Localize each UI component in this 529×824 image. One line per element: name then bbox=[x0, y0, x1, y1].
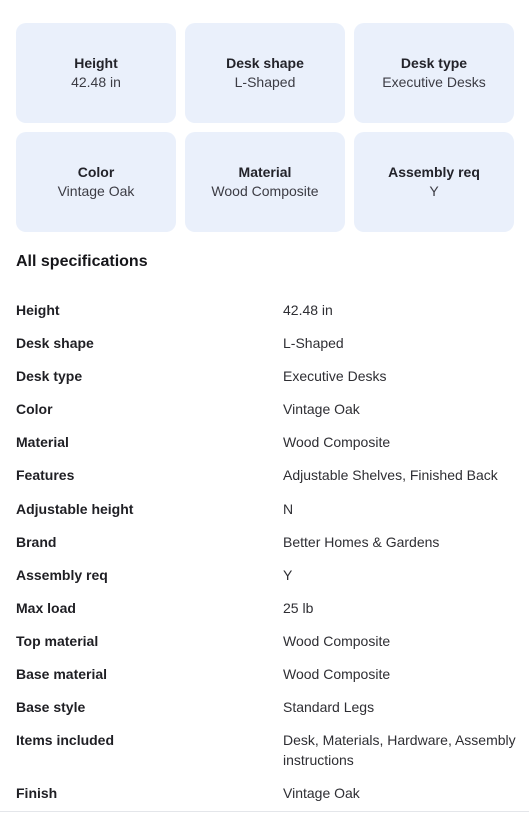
spec-row-adjustable-height bbox=[16, 500, 516, 520]
spec-label: Base style bbox=[16, 699, 86, 716]
highlight-card-material bbox=[185, 132, 345, 232]
spec-row-desk-shape bbox=[16, 334, 516, 354]
highlight-value: Wood Composite bbox=[211, 183, 319, 199]
highlight-card-assembly-req bbox=[354, 132, 514, 232]
spec-value: L-Shaped bbox=[283, 335, 344, 352]
spec-value: Executive Desks bbox=[283, 368, 387, 385]
spec-row-top-material bbox=[16, 632, 516, 652]
spec-value: 42.48 in bbox=[283, 302, 333, 318]
spec-label: Assembly req bbox=[16, 566, 108, 583]
spec-label: Height bbox=[16, 302, 60, 318]
spec-value: Desk, Materials, Hardware, Assembly instructions bbox=[283, 732, 516, 768]
spec-value: Adjustable Shelves, Finished Back bbox=[283, 467, 498, 484]
spec-highlights-grid bbox=[16, 23, 515, 232]
spec-row-desk-type bbox=[16, 367, 516, 387]
spec-label: Adjustable height bbox=[16, 500, 134, 517]
spec-value: Standard Legs bbox=[283, 699, 375, 716]
spec-value: Vintage Oak bbox=[283, 401, 360, 418]
divider bbox=[0, 811, 529, 812]
highlight-card-height bbox=[16, 23, 176, 123]
spec-value: Y bbox=[283, 566, 293, 583]
highlight-label: Assembly req bbox=[388, 164, 480, 180]
spec-value: Wood Composite bbox=[283, 434, 391, 451]
spec-row-height bbox=[16, 301, 516, 321]
highlight-value: 42.48 in bbox=[71, 74, 121, 90]
spec-value: N bbox=[283, 500, 294, 517]
highlight-label: Desk type bbox=[400, 55, 468, 71]
highlight-card-desk-shape bbox=[185, 23, 345, 123]
spec-row-finish bbox=[16, 784, 516, 804]
spec-label: Finish bbox=[16, 784, 58, 801]
highlight-value: Y bbox=[429, 183, 439, 199]
highlight-card-color bbox=[16, 132, 176, 232]
spec-row-base-material bbox=[16, 665, 516, 685]
highlight-label: Height bbox=[74, 55, 118, 71]
highlight-label: Material bbox=[238, 164, 292, 180]
spec-value: Wood Composite bbox=[283, 666, 391, 683]
highlight-value: L-Shaped bbox=[234, 74, 296, 90]
spec-row-assembly-req bbox=[16, 566, 516, 586]
highlight-card-desk-type bbox=[354, 23, 514, 123]
spec-value: Wood Composite bbox=[283, 632, 391, 649]
spec-label: Top material bbox=[16, 632, 99, 649]
spec-label: Base material bbox=[16, 666, 108, 683]
spec-label: Desk shape bbox=[16, 335, 94, 352]
spec-label: Brand bbox=[16, 533, 57, 550]
spec-value: Better Homes & Gardens bbox=[283, 533, 440, 550]
spec-row-base-style bbox=[16, 698, 516, 718]
spec-label: Items included bbox=[16, 732, 115, 749]
spec-label: Max load bbox=[16, 599, 76, 616]
spec-label: Features bbox=[16, 467, 75, 484]
spec-row-items-included bbox=[16, 731, 516, 770]
section-title: All specifications bbox=[16, 253, 148, 270]
highlight-label: Desk shape bbox=[226, 55, 304, 71]
highlight-value: Executive Desks bbox=[382, 74, 486, 90]
spec-value: Vintage Oak bbox=[283, 784, 360, 801]
spec-row-max-load bbox=[16, 599, 516, 619]
spec-label: Color bbox=[16, 401, 53, 418]
spec-label: Material bbox=[16, 434, 69, 451]
spec-value: 25 lb bbox=[283, 599, 314, 616]
spec-table bbox=[16, 301, 516, 817]
spec-row-brand bbox=[16, 533, 516, 553]
spec-label: Desk type bbox=[16, 368, 83, 385]
spec-row-color bbox=[16, 400, 516, 420]
spec-row-material bbox=[16, 433, 516, 453]
spec-row-features bbox=[16, 466, 516, 486]
highlight-label: Color bbox=[77, 164, 115, 180]
highlight-value: Vintage Oak bbox=[57, 183, 135, 199]
